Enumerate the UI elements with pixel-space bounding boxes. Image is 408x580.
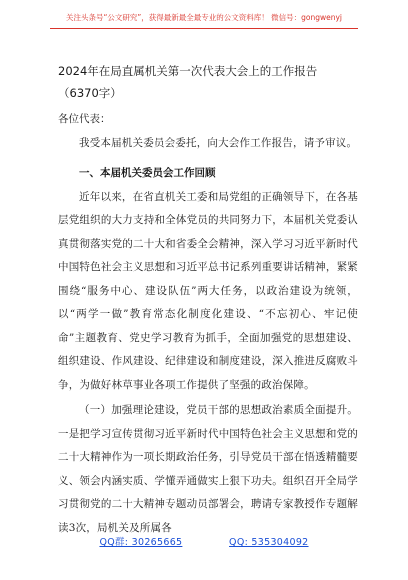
contact-footer bbox=[0, 534, 408, 548]
greeting: 各位代表： bbox=[58, 113, 111, 125]
promo-header bbox=[50, 8, 358, 30]
qq-group-link[interactable]: QQ群: 30265665 bbox=[99, 537, 183, 548]
document-body bbox=[58, 40, 358, 540]
header-divider bbox=[50, 28, 358, 29]
section-heading: 一、本届机关委员会工作回顾 bbox=[79, 166, 216, 179]
promo-text: 关注头条号“公文研究”，获得最新最全最专业的公文资料库！ 微信号：gongwenyj bbox=[65, 13, 343, 22]
qq-contact-link[interactable]: QQ: 535304092 bbox=[229, 537, 309, 548]
body-paragraph: 近年以来，在省直机关工委和局党组的正确领导下，在各基层党组织的大力支持和全体党员的共同努力下，本届机关党委认真贯彻落实党的二十大和省委全会精神，深入学习习近平新时代中国特色社会主义思想和习近平总书记系列重要讲话精神，紧紧围绕“服务中心、建设队伍”两大任务，以政治建设为统领，以“两学一做”教育常态化制度化建设、“不忘初心、牢记使命”主题教育、党史学习教育为抓手，全面加强党的思想建设、组织建设、作风建设、纪律建设和制度建设，深入推进反腐败斗争，为做好林草事业各项工作提供了坚强的政治保障。 bbox=[58, 190, 358, 391]
body-paragraph: （一）加强理论建设，党员干部的思想政治素质全面提升。一是把学习宣传贯彻习近平新时代中国特色社会主义思想和党的二十大精神作为一项长期政治任务，引导党员干部在悟透精髓要义、领会内涵实质、学懂弄通做实上狠下功夫。组织召开全局学习贯彻党的二十大精神专题动员部署会，聘请专家教授作专题解读3次，局机关及所属各 bbox=[58, 404, 358, 534]
intro-paragraph: 我受本届机关委员会委托，向大会作工作报告，请予审议。 bbox=[79, 137, 358, 149]
document-title: 2024年在局直属机关第一次代表大会上的工作报告（6370字） bbox=[58, 64, 318, 100]
